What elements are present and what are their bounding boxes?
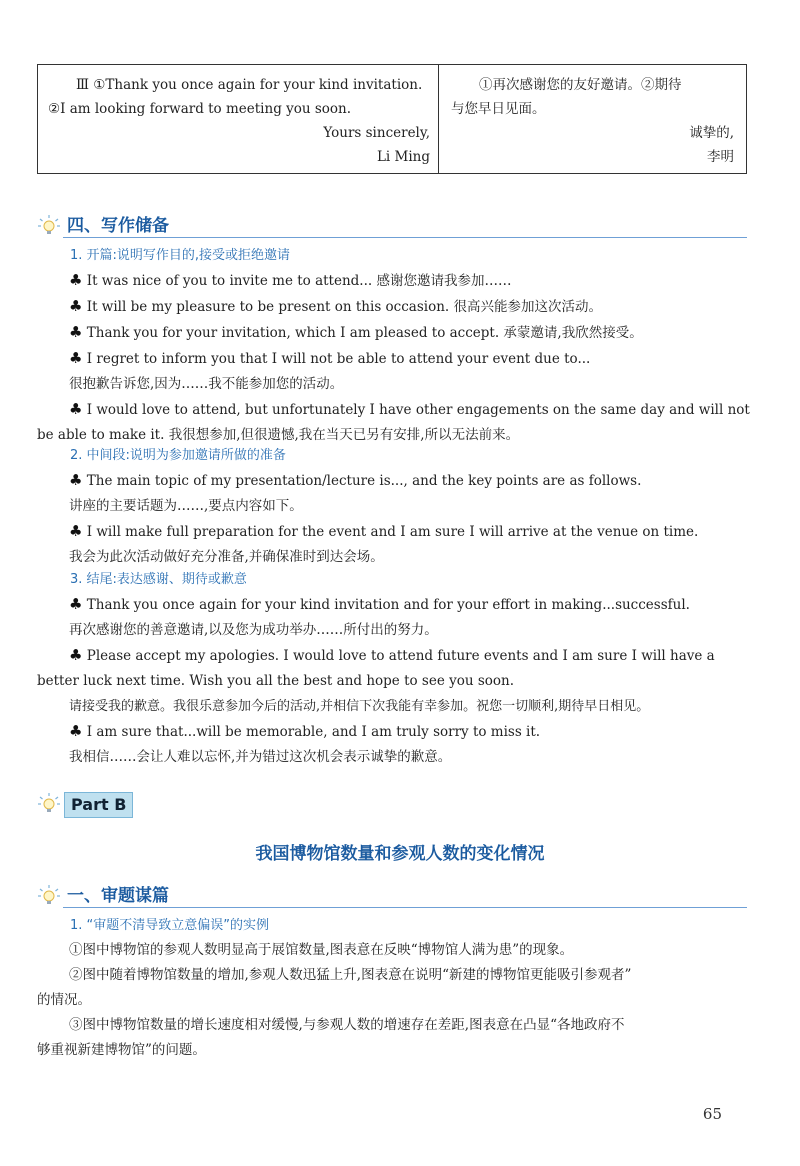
page-number: 65 [702, 1105, 722, 1123]
club-icon: ♣ [69, 271, 83, 289]
phrase-item: ♣ Thank you once again for your kind invitation and for your effort in making...successful. [69, 595, 690, 613]
phrase-translation: 请接受我的歉意。我很乐意参加今后的活动,并相信下次我能有幸参加。祝您一切顺利,期待早日相见。 [69, 699, 650, 714]
lightbulb-icon [37, 792, 61, 816]
phrase-item: ♣ I would love to attend, but unfortunately I have other engagements on the same day and will not [69, 400, 750, 418]
lightbulb-icon [37, 214, 61, 238]
part-b-section-1-title: 一、审题谋篇 [67, 886, 169, 906]
opening-phrases [37, 268, 750, 448]
en-signature: Li Ming [376, 149, 430, 165]
zh-signature: 李明 [707, 149, 734, 165]
phrase-item: ♣ I am sure that...will be memorable, and I am truly sorry to miss it. [69, 722, 541, 740]
letter-closing-table [37, 64, 747, 174]
example-2-cont: 的情况。 [37, 992, 91, 1008]
zh-line-2: 与您早日见面。 [451, 101, 546, 117]
zh-closing: 诚挚的, [689, 125, 734, 141]
phrase-translation: 我相信……会让人难以忘怀,并为错过这次机会表示诚挚的歉意。 [69, 749, 452, 765]
example-2: ②图中随着博物馆数量的增加,参观人数迅猛上升,图表意在说明“新建的博物馆更能吸引参观者” [69, 967, 632, 983]
phrase-translation: 很抱歉告诉您,因为……我不能参加您的活动。 [69, 376, 344, 392]
club-icon: ♣ [69, 595, 83, 613]
club-icon: ♣ [69, 522, 83, 540]
part-b-label: Part B [64, 792, 133, 818]
example-1: ①图中博物馆的参观人数明显高于展馆数量,图表意在反映“博物馆人满为患”的现象。 [69, 942, 574, 958]
part-b-section-1-heading [37, 884, 747, 910]
phrase-item: ♣ It was nice of you to invite me to attend... 感谢您邀请我参加…… [69, 271, 512, 289]
phrase-item: ♣ Please accept my apologies. I would love to attend future events and I am sure I will have a [69, 646, 715, 664]
section-4-title: 四、写作储备 [67, 216, 169, 236]
chinese-cell [439, 65, 746, 173]
en-line-2: ②I am looking forward to meeting you soon. [48, 101, 352, 117]
en-line-1: Ⅲ ①Thank you once again for your kind invitation. [76, 77, 423, 93]
phrase-item: ♣ The main topic of my presentation/lecture is..., and the key points are as follows. [69, 471, 642, 489]
club-icon: ♣ [69, 646, 83, 664]
lightbulb-icon [37, 884, 61, 908]
zh-line-1: ①再次感谢您的友好邀请。②期待 [479, 77, 682, 93]
phrase-translation: 我会为此次活动做好充分准备,并确保准时到达会场。 [69, 549, 384, 565]
club-icon: ♣ [69, 349, 83, 367]
example-3: ③图中博物馆数量的增长速度相对缓慢,与参观人数的增速存在差距,图表意在凸显“各地政府不 [69, 1017, 625, 1033]
phrase-continuation: better luck next time. Wish you all the best and hope to see you soon. [37, 673, 515, 689]
club-icon: ♣ [69, 722, 83, 740]
english-cell [38, 65, 439, 173]
example-3-cont: 够重视新建博物馆”的问题。 [37, 1042, 206, 1058]
club-icon: ♣ [69, 297, 83, 315]
part-b-title: 我国博物馆数量和参观人数的变化情况 [255, 844, 545, 864]
middle-phrases [37, 468, 747, 570]
phrase-item: ♣ Thank you for your invitation, which I am pleased to accept. 承蒙邀请,我欣然接受。 [69, 323, 643, 341]
phrase-item: ♣ It will be my pleasure to be present on this occasion. 很高兴能参加这次活动。 [69, 297, 602, 315]
phrase-item: ♣ I will make full preparation for the event and I am sure I will arrive at the venue on time. [69, 522, 699, 540]
ending-phrases [37, 592, 747, 770]
part-b-heading [37, 792, 747, 818]
subheading-opening: 1. 开篇:说明写作目的,接受或拒绝邀请 [70, 248, 291, 263]
club-icon: ♣ [69, 471, 83, 489]
subheading-middle: 2. 中间段:说明为参加邀请所做的准备 [70, 448, 286, 463]
phrase-continuation: be able to make it. 我很想参加,但很遗憾,我在当天已另有安排,所以无法前来。 [37, 427, 520, 443]
club-icon: ♣ [69, 323, 83, 341]
club-icon: ♣ [69, 400, 83, 418]
subheading-ending: 3. 结尾:表达感谢、期待或歉意 [70, 572, 247, 587]
example-paragraphs [37, 938, 747, 1063]
en-closing: Yours sincerely, [323, 125, 430, 141]
phrase-item: ♣ I regret to inform you that I will not be able to attend your event due to... [69, 349, 591, 367]
heading-rule [63, 237, 747, 238]
phrase-translation: 讲座的主要话题为……,要点内容如下。 [69, 498, 303, 514]
heading-rule [63, 907, 747, 908]
section-4-heading [37, 214, 747, 240]
phrase-translation: 再次感谢您的善意邀请,以及您为成功举办……所付出的努力。 [69, 622, 438, 638]
subheading-example: 1. “审题不清导致立意偏误”的实例 [70, 918, 270, 933]
